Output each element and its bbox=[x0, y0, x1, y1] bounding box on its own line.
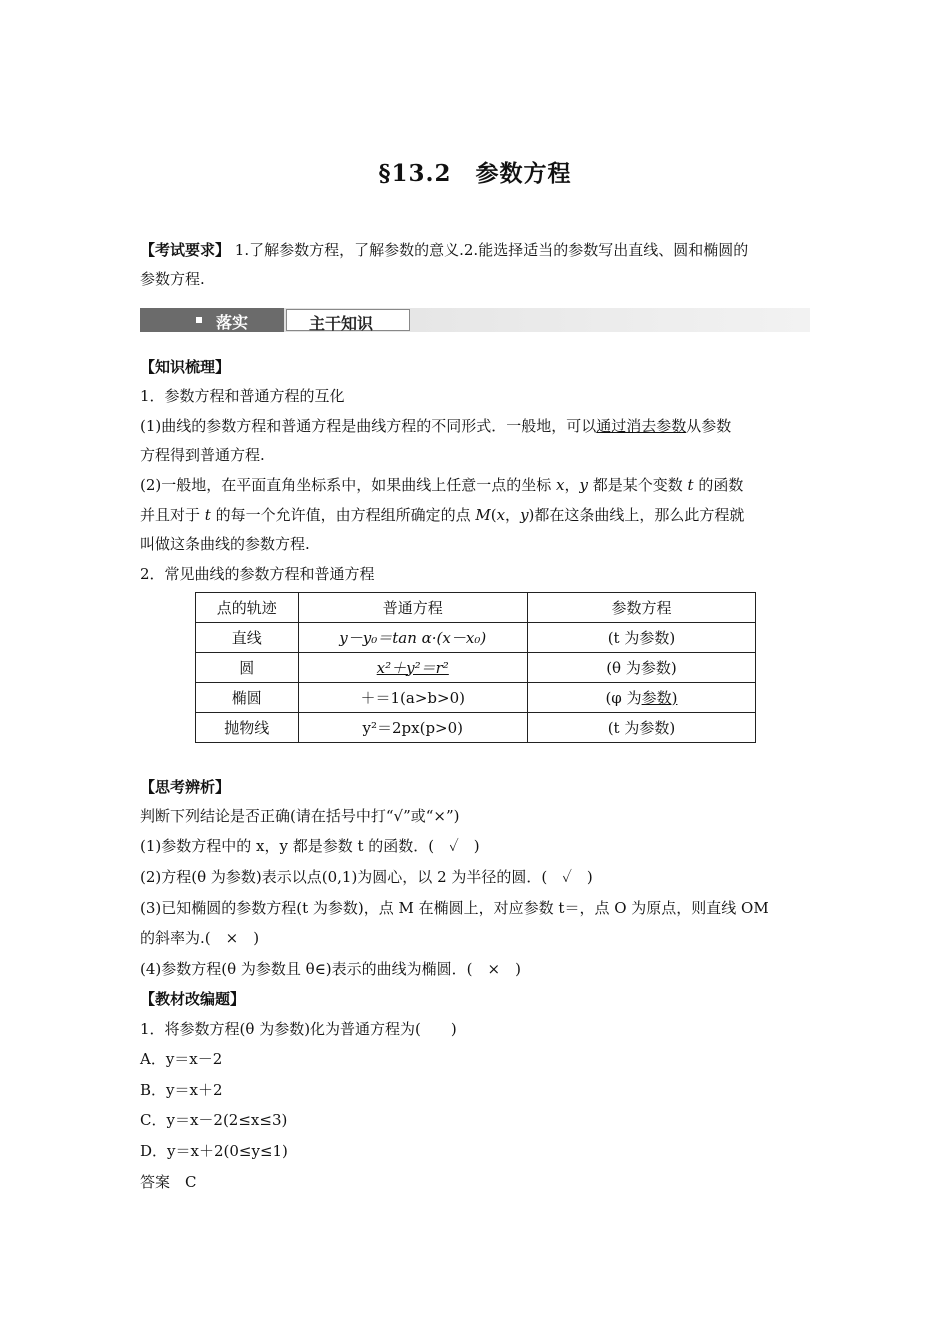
knowledge-item2-title: 2．常见曲线的参数方程和普通方程 bbox=[140, 565, 375, 583]
p2l2-text-b: 的每一个允许值，由方程组所确定的点 bbox=[210, 506, 476, 524]
table-cell-param: (t 为参数) bbox=[527, 623, 755, 653]
thinking-q2: (2)方程(θ 为参数)表示以点(0,1)为圆心，以 2 为半径的圆．( ✓ ) bbox=[140, 868, 593, 886]
thinking-q3-line1: (3)已知椭圆的参数方程(t 为参数)，点 M 在椭圆上，对应参数 t＝，点 O 为原点，则直线 OM bbox=[140, 899, 769, 917]
thinking-q4: (4)参数方程(θ 为参数且 θ∈)表示的曲线为椭圆．( × ) bbox=[140, 960, 521, 978]
exam-requirements-line2: 参数方程. bbox=[140, 270, 205, 288]
table-cell-param bbox=[527, 683, 755, 713]
table-row bbox=[196, 653, 756, 683]
thinking-intro: 判断下列结论是否正确(请在括号中打“√”或“×”) bbox=[140, 807, 460, 825]
var-y: y bbox=[579, 476, 588, 494]
page-title: §13.2 参数方程 bbox=[378, 160, 572, 187]
table-cell-name: 圆 bbox=[196, 653, 299, 683]
section-banner bbox=[140, 308, 810, 332]
underlined-answer: 参数) bbox=[641, 688, 678, 707]
knowledge-p1-line2: 方程得到普通方程. bbox=[140, 446, 265, 464]
textbook-q1: 1．将参数方程(θ 为参数)化为普通方程为( ) bbox=[140, 1020, 457, 1038]
banner-right-box bbox=[286, 309, 410, 331]
underlined-answer: x²＋y²＝r² bbox=[376, 658, 449, 677]
table-row bbox=[196, 623, 756, 653]
p2-text-d: 的函数 bbox=[693, 476, 744, 494]
table-cell-normal: ＋＝1(a>b>0) bbox=[298, 683, 527, 713]
p1-text-a: (1)曲线的参数方程和普通方程是曲线方程的不同形式．一般地，可以 bbox=[140, 417, 597, 435]
knowledge-heading: 【知识梳理】 bbox=[140, 358, 231, 376]
table-row bbox=[196, 713, 756, 743]
var-y: y bbox=[520, 506, 529, 524]
var-t: t bbox=[687, 476, 694, 494]
option-d: D．y＝x＋2(0≤y≤1) bbox=[140, 1142, 288, 1160]
p2-text-b: ， bbox=[564, 476, 580, 494]
banner-left-label: 落实 bbox=[216, 313, 249, 332]
table-cell-name: 直线 bbox=[196, 623, 299, 653]
var-t: t bbox=[204, 506, 211, 524]
textbook-heading: 【教材改编题】 bbox=[140, 990, 246, 1008]
knowledge-p2-line2 bbox=[140, 505, 744, 525]
table-cell-param: (t 为参数) bbox=[527, 713, 755, 743]
thinking-q1: (1)参数方程中的 x，y 都是参数 t 的函数．( ✓ ) bbox=[140, 837, 480, 855]
knowledge-p2-line3: 叫做这条曲线的参数方程. bbox=[140, 535, 310, 553]
p2l2-text-e: )都在这条曲线上，那么此方程就 bbox=[528, 506, 745, 524]
thinking-q3-line2: 的斜率为.( × ) bbox=[140, 929, 260, 947]
table-row bbox=[196, 683, 756, 713]
exam-requirements-text: 1.了解参数方程，了解参数的意义.2.能选择适当的参数写出直线、圆和椭圆的 bbox=[234, 241, 749, 259]
thinking-heading: 【思考辨析】 bbox=[140, 778, 231, 796]
square-bullet-icon bbox=[196, 317, 202, 323]
table-cell-name: 椭圆 bbox=[196, 683, 299, 713]
curves-table bbox=[195, 592, 756, 743]
exam-requirements-line1 bbox=[140, 240, 748, 260]
param-text: (φ 为 bbox=[605, 688, 642, 707]
p2l2-text-c: ( bbox=[490, 506, 497, 524]
p2-text-c: 都是某个变数 bbox=[588, 476, 688, 494]
p2l2-text-d: ， bbox=[505, 506, 521, 524]
option-a: A．y＝x－2 bbox=[140, 1050, 223, 1068]
option-c: C．y＝x－2(2≤x≤3) bbox=[140, 1111, 288, 1129]
banner-dark-block bbox=[140, 308, 284, 332]
table-cell-normal-answer bbox=[298, 653, 527, 683]
answer: 答案 C bbox=[140, 1173, 197, 1191]
p1-underlined-answer: 通过消去参数 bbox=[596, 417, 687, 435]
knowledge-item1-title: 1．参数方程和普通方程的互化 bbox=[140, 387, 345, 405]
knowledge-p2-line1 bbox=[140, 475, 743, 495]
table-header-cell: 普通方程 bbox=[298, 593, 527, 623]
p1-text-b: 从参数 bbox=[686, 417, 732, 435]
option-b: B．y＝x＋2 bbox=[140, 1081, 223, 1099]
banner-right-label: 主干知识 bbox=[309, 314, 374, 333]
var-x: x bbox=[556, 476, 565, 494]
var-x: x bbox=[496, 506, 506, 524]
table-cell-name: 抛物线 bbox=[196, 713, 299, 743]
p2-text-a: (2)一般地，在平面直角坐标系中，如果曲线上任意一点的坐标 bbox=[140, 476, 557, 494]
table-cell-normal: y²＝2px(p>0) bbox=[298, 713, 527, 743]
var-M: M bbox=[475, 506, 491, 524]
table-cell-normal: y－y₀＝tan α·(x－x₀) bbox=[298, 623, 527, 653]
table-header-row bbox=[196, 593, 756, 623]
table-header-cell: 点的轨迹 bbox=[196, 593, 299, 623]
knowledge-p1-line1 bbox=[140, 416, 731, 436]
table-header-cell: 参数方程 bbox=[527, 593, 755, 623]
table-cell-param: (θ 为参数) bbox=[527, 653, 755, 683]
exam-requirements-label: 【考试要求】 bbox=[140, 241, 231, 259]
p2l2-text-a: 并且对于 bbox=[140, 506, 205, 524]
